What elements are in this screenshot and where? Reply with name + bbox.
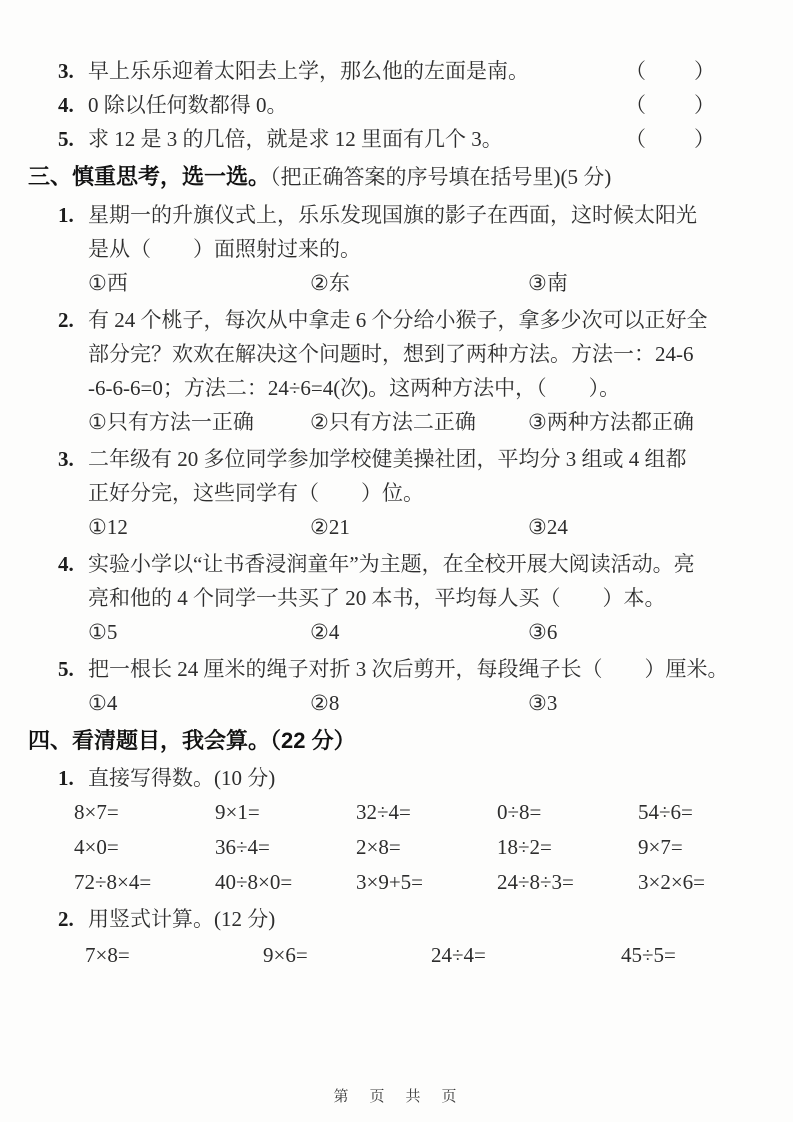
vertical-calc-row [28, 937, 753, 973]
option: ③6 [528, 620, 558, 644]
expression: 72÷8×4= [74, 870, 152, 894]
calc-row [74, 865, 753, 900]
question-number: 1. [58, 203, 74, 227]
options-row [28, 266, 753, 300]
option: ①西 [88, 271, 128, 295]
calc-section [28, 723, 753, 973]
expression: 2×8= [356, 835, 401, 859]
subsection-title: 直接写得数。(10 分) [88, 766, 276, 790]
calc-row [74, 830, 753, 865]
expression: 32÷4= [356, 800, 411, 824]
option: ③南 [528, 271, 568, 295]
option: ②8 [310, 691, 340, 715]
subsection-number: 1. [58, 766, 74, 790]
option: ②只有方法二正确 [310, 410, 476, 434]
expression: 9×7= [638, 835, 683, 859]
options-row [28, 615, 753, 649]
question-line: -6-6-6=0；方法二：24÷6=4(次)。这两种方法中，（ ）。 [88, 376, 621, 400]
question-line: 正好分完，这些同学有（ ）位。 [88, 481, 424, 505]
section-heading [28, 723, 753, 759]
question-line: 部分完？欢欢在解决这个问题时，想到了两种方法。方法一：24-6 [88, 342, 694, 366]
question-line: 星期一的升旗仪式上，乐乐发现国旗的影子在西面，这时候太阳光 [88, 203, 697, 227]
item-text: 0 除以任何数都得 0。 [88, 93, 288, 117]
section-title: 四、看清题目，我会算。（22 分） [28, 728, 356, 753]
choice-question-4 [28, 547, 753, 649]
expression: 36÷4= [215, 835, 270, 859]
expression: 24÷8÷3= [497, 870, 574, 894]
subsection-number: 2. [58, 907, 74, 931]
expression: 0÷8= [497, 800, 542, 824]
question-number: 3. [58, 447, 74, 471]
item-text: 求 12 是 3 的几倍，就是求 12 里面有几个 3。 [88, 127, 503, 151]
item-text: 早上乐乐迎着太阳去上学，那么他的左面是南。 [88, 59, 529, 83]
direct-calc-grid [28, 795, 753, 900]
option: ②4 [310, 620, 340, 644]
question-line: 把一根长 24 厘米的绳子对折 3 次后剪开，每段绳子长（ ）厘米。 [88, 657, 729, 681]
choice-question-3 [28, 442, 753, 544]
item-number: 5. [58, 127, 74, 151]
option: ③24 [528, 515, 568, 539]
section-heading [28, 159, 753, 195]
option: ①4 [88, 691, 118, 715]
answer-bracket: （ ） [625, 93, 717, 117]
option: ②21 [310, 515, 350, 539]
options-row [28, 510, 753, 544]
options-row [28, 686, 753, 720]
question-number: 5. [58, 657, 74, 681]
question-number: 4. [58, 552, 74, 576]
option: ①只有方法一正确 [88, 410, 254, 434]
direct-calc-heading [28, 761, 753, 795]
question-line: 有 24 个桃子，每次从中拿走 6 个分给小猴子，拿多少次可以正好全 [88, 308, 708, 332]
judge-item [28, 88, 753, 122]
question-line: 二年级有 20 多位同学参加学校健美操社团，平均分 3 组或 4 组都 [88, 447, 687, 471]
section-note: （把正确答案的序号填在括号里)(5 分) [270, 165, 612, 189]
expression: 54÷6= [638, 800, 693, 824]
judge-section [28, 54, 753, 156]
expression: 7×8= [85, 943, 130, 967]
expression: 3×2×6= [638, 870, 706, 894]
choice-question-2 [28, 303, 753, 439]
subsection-title: 用竖式计算。(12 分) [88, 907, 276, 931]
judge-item [28, 54, 753, 88]
expression: 9×6= [263, 943, 308, 967]
calc-row [74, 795, 753, 830]
expression: 9×1= [215, 800, 260, 824]
question-line: 实验小学以“让书香浸润童年”为主题，在全校开展大阅读活动。亮 [88, 552, 695, 576]
answer-bracket: （ ） [625, 59, 717, 83]
page-footer: 第 页 共 页 [333, 1088, 460, 1105]
option: ②东 [310, 271, 350, 295]
question-line: 亮和他的 4 个同学一共买了 20 本书，平均每人买（ ）本。 [88, 586, 666, 610]
choice-question-1 [28, 198, 753, 300]
expression: 40÷8×0= [215, 870, 293, 894]
section-title: 三、慎重思考，选一选。 [28, 164, 271, 189]
answer-bracket: （ ） [625, 127, 717, 151]
expression: 24÷4= [431, 943, 486, 967]
expression: 18÷2= [497, 835, 552, 859]
expression: 45÷5= [621, 943, 676, 967]
expression: 3×9+5= [356, 870, 424, 894]
options-row [28, 405, 753, 439]
option: ③3 [528, 691, 558, 715]
item-number: 4. [58, 93, 74, 117]
question-line: 是从（ ）面照射过来的。 [88, 237, 361, 261]
vertical-calc-heading [28, 902, 753, 936]
choice-section [28, 159, 753, 720]
question-number: 2. [58, 308, 74, 332]
expression: 8×7= [74, 800, 119, 824]
option: ①12 [88, 515, 128, 539]
option: ①5 [88, 620, 118, 644]
expression: 4×0= [74, 835, 119, 859]
option: ③两种方法都正确 [528, 410, 694, 434]
item-number: 3. [58, 59, 74, 83]
judge-item [28, 122, 753, 156]
choice-question-5 [28, 652, 753, 720]
